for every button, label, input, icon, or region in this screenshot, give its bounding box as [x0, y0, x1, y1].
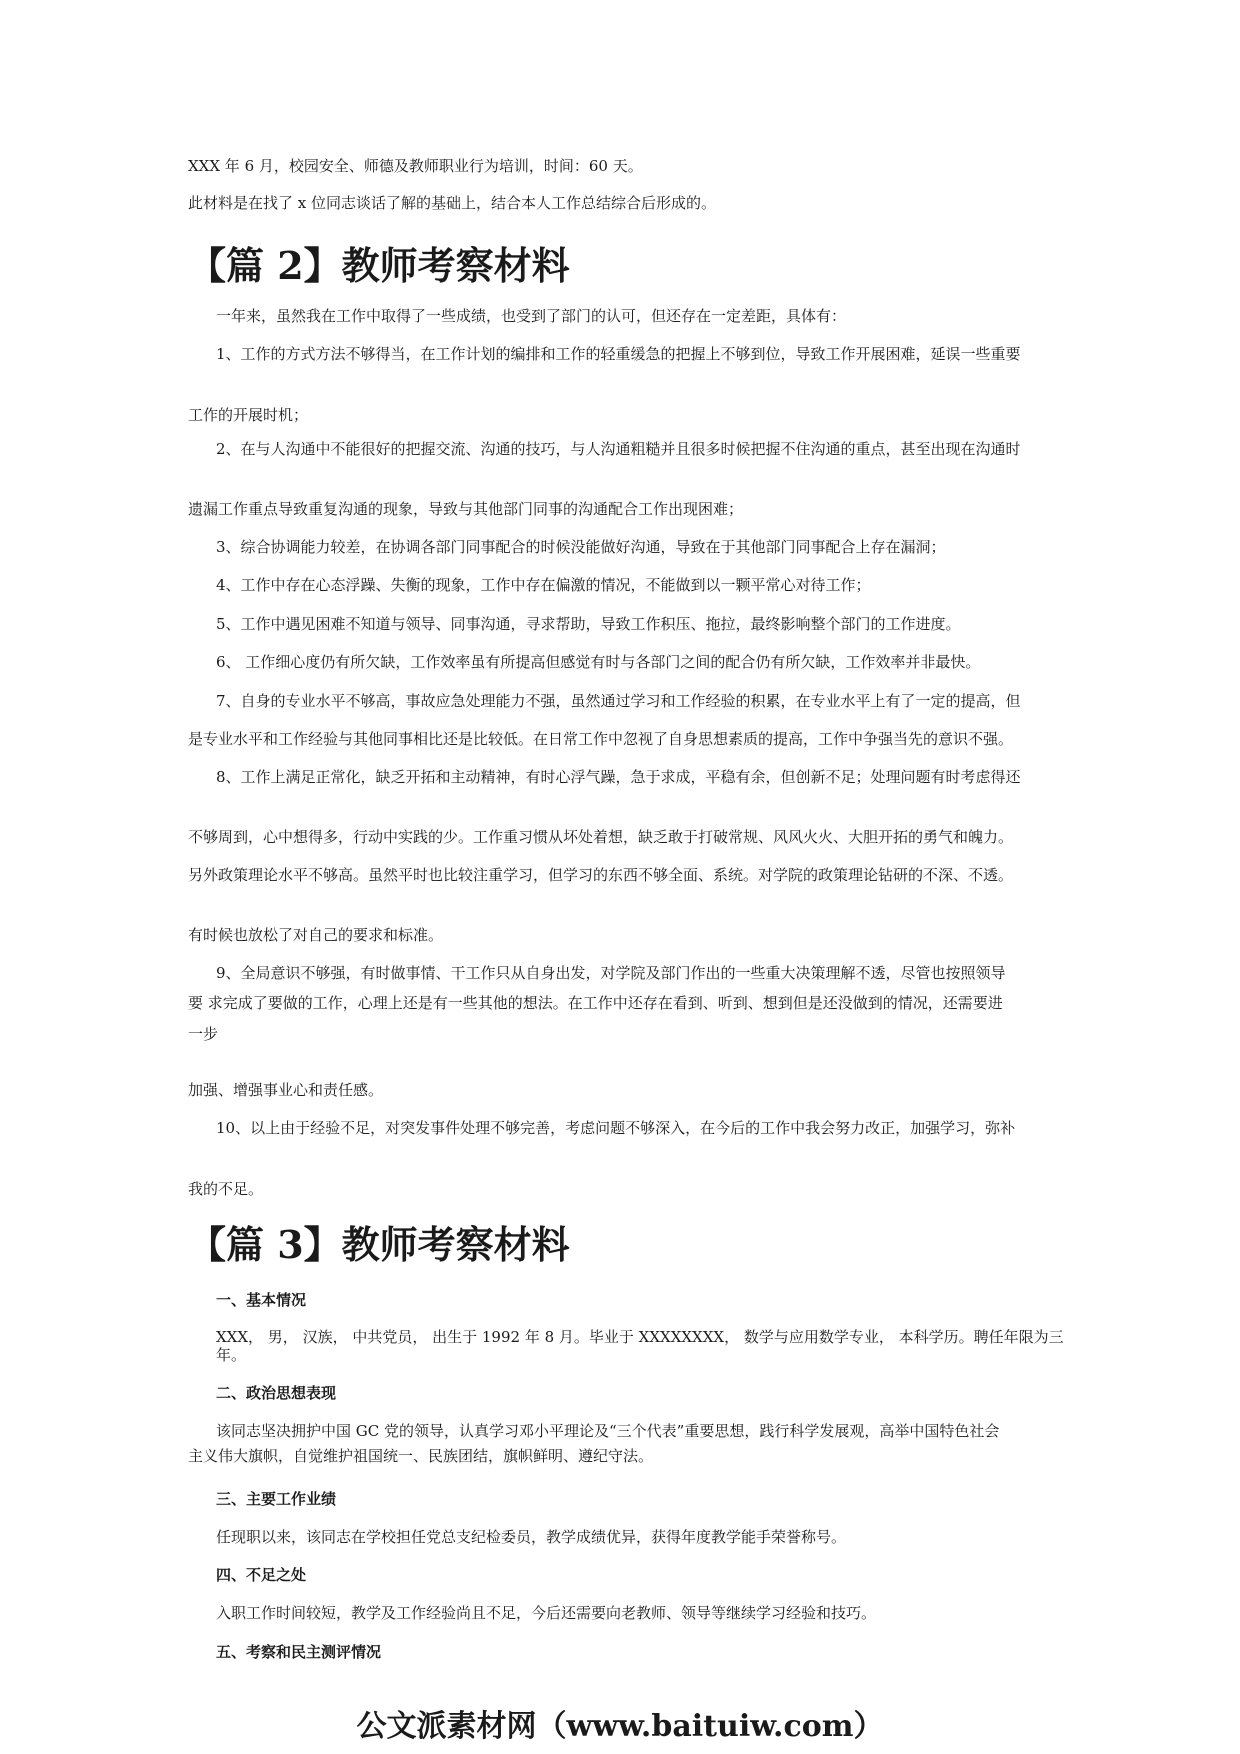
- subheading: 二、政治思想表现: [216, 1384, 337, 1402]
- para: 有时候也放松了对自己的要求和标准。: [188, 926, 444, 944]
- para: 年。: [216, 1346, 247, 1364]
- para: 入职工作时间较短，教学及工作经验尚且不足，今后还需要向老教师、领导等继续学习经验和技巧。: [216, 1604, 877, 1622]
- intro-line-2: 此材料是在找了 x 位同志谈话了解的基础上，结合本人工作总结综合后形成的。: [188, 194, 716, 212]
- para: 6、 工作细心度仍有所欠缺，工作效率虽有所提高但感觉有时与各部门之间的配合仍有所欠缺，工作效率并非最快。: [216, 653, 981, 671]
- para: 任现职以来，该同志在学校担任党总支纪检委员，教学成绩优异，获得年度教学能手荣誉称号。: [216, 1528, 847, 1546]
- para: 10、以上由于经验不足，对突发事件处理不够完善，考虑问题不够深入，在今后的工作中我会努力改正，加强学习，弥补: [216, 1119, 1016, 1137]
- para: 工作的开展时机；: [188, 406, 309, 424]
- subheading: 四、不足之处: [216, 1566, 307, 1584]
- para: 主义伟大旗帜，自觉维护祖国统一、民族团结，旗帜鲜明、遵纪守法。: [188, 1447, 654, 1465]
- subheading: 一、基本情况: [216, 1291, 307, 1309]
- subheading: 五、考察和民主测评情况: [216, 1643, 382, 1661]
- para: 另外政策理论水平不够高。虽然平时也比较注重学习，但学习的东西不够全面、系统。对学院的政策理论钻研的不深、不透。: [188, 866, 1014, 884]
- para: 5、工作中遇见困难不知道与领导、同事沟通，寻求帮助，导致工作积压、拖拉，最终影响整个部门的工作进度。: [216, 615, 961, 633]
- para: 一年来，虽然我在工作中取得了一些成绩，也受到了部门的认可，但还存在一定差距，具体有：: [216, 307, 847, 325]
- para: XXX， 男， 汉族， 中共党员， 出生于 1992 年 8 月。毕业于 XXXXXXXX， 数学与应用数学专业， 本科学历。聘任年限为三: [216, 1328, 1064, 1346]
- section-3-heading: 【篇 3】教师考察材料: [188, 1222, 570, 1267]
- para: 是专业水平和工作经验与其他同事相比还是比较低。在日常工作中忽视了自身思想素质的提高，工作中争强当先的意识不强。: [188, 730, 1014, 748]
- para: 遗漏工作重点导致重复沟通的现象，导致与其他部门同事的沟通配合工作出现困难；: [188, 500, 744, 518]
- para: 3、综合协调能力较差，在协调各部门同事配合的时候没能做好沟通，导致在于其他部门同事配合上存在漏洞；: [216, 538, 946, 556]
- subheading: 三、主要工作业绩: [216, 1490, 337, 1508]
- para: 4、工作中存在心态浮躁、失衡的现象，工作中存在偏激的情况，不能做到以一颗平常心对待工作；: [216, 576, 871, 594]
- para: 2、在与人沟通中不能很好的把握交流、沟通的技巧，与人沟通粗糙并且很多时候把握不住沟通的重点，甚至出现在沟通时: [216, 440, 1021, 458]
- para: 加强、增强事业心和责任感。: [188, 1081, 384, 1099]
- intro-line-1: XXX 年 6 月，校园安全、师德及教师职业行为培训，时间：60 天。: [188, 157, 643, 175]
- section-2-heading: 【篇 2】教师考察材料: [188, 243, 570, 288]
- para: 8、工作上满足正常化，缺乏开拓和主动精神，有时心浮气躁，急于求成，平稳有余，但创新不足；处理问题有时考虑得还: [216, 768, 1021, 786]
- para: 9、全局意识不够强，有时做事情、干工作只从自身出发，对学院及部门作出的一些重大决策理解不透，尽管也按照领导: [216, 964, 1006, 982]
- para: 7、自身的专业水平不够高，事故应急处理能力不强，虽然通过学习和工作经验的积累，在专业水平上有了一定的提高，但: [216, 692, 1021, 710]
- para: 1、工作的方式方法不够得当，在工作计划的编排和工作的轻重缓急的把握上不够到位，导致工作开展困难，延误一些重要: [216, 345, 1021, 363]
- para: 要 求完成了要做的工作，心理上还是有一些其他的想法。在工作中还存在看到、听到、想到但是还没做到的情况，还需要进: [188, 994, 1003, 1012]
- para: 不够周到，心中想得多，行动中实践的少。工作重习惯从坏处着想，缺乏敢于打破常规、风风火火、大胆开拓的勇气和魄力。: [188, 828, 1014, 846]
- footer-watermark: 公文派素材网（www.baituiw.com）: [356, 1709, 884, 1744]
- para: 该同志坚决拥护中国 GC 党的领导，认真学习邓小平理论及“三个代表”重要思想，践行科学发展观，高举中国特色社会: [216, 1422, 1000, 1440]
- para: 一步: [188, 1025, 219, 1043]
- para: 我的不足。: [188, 1180, 264, 1198]
